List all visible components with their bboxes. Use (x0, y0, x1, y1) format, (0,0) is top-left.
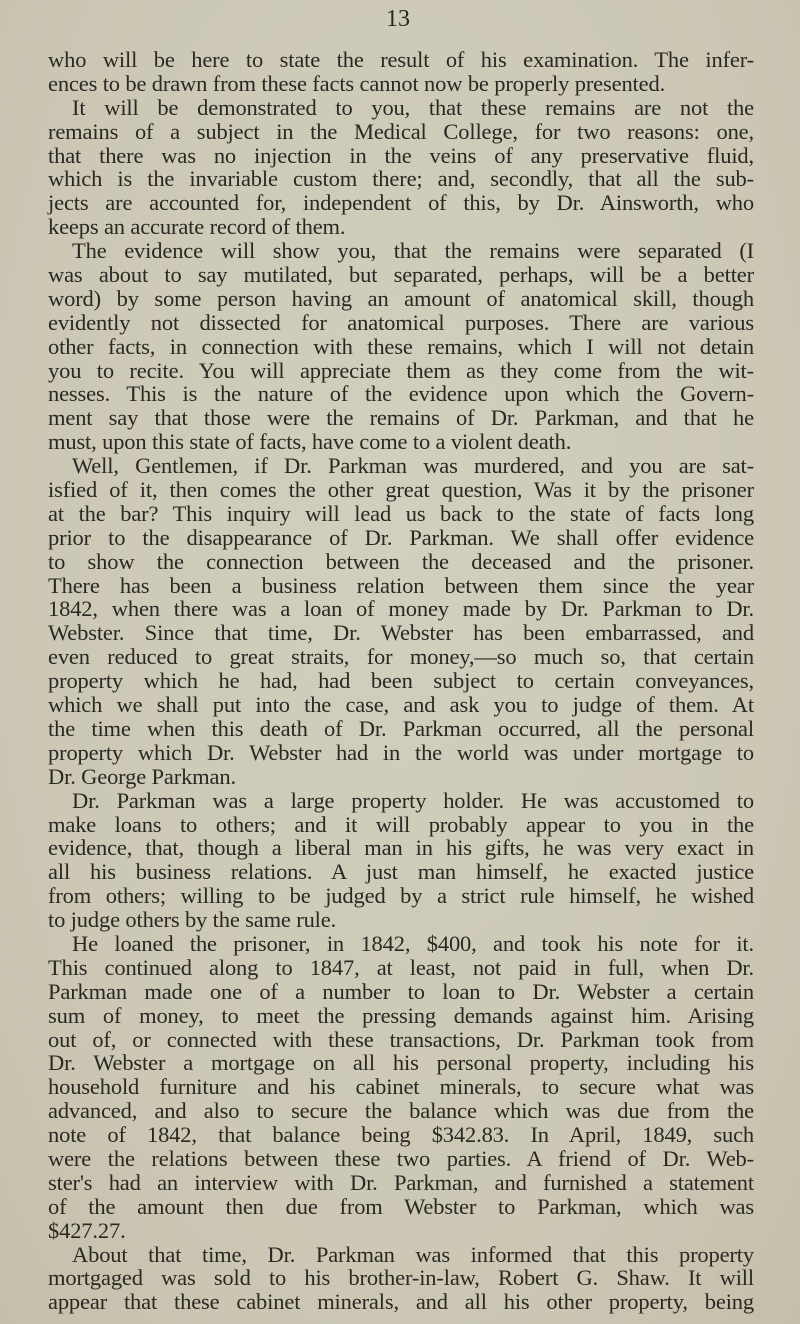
paragraph (48, 932, 754, 1243)
paragraph (48, 96, 754, 239)
text-line: isfied of it, then comes the other great question, Was it by the prisoner (48, 477, 754, 503)
text-line: to show the connection between the deceased and the prisoner. (48, 548, 754, 574)
text-line: out of, or connected with these transactions, Dr. Parkman took from (48, 1026, 754, 1052)
text-line: evidently not dissected for anatomical purposes. There are various (48, 309, 754, 335)
text-line: The evidence will show you, that the remains were separated (I (72, 238, 754, 264)
text-line: This continued along to 1847, at least, not paid in full, when Dr. (48, 954, 754, 980)
text-line: at the bar? This inquiry will lead us back to the state of facts long (48, 500, 754, 526)
paragraph (48, 239, 754, 454)
text-line: note of 1842, that balance being $342.83. In April, 1849, such (48, 1122, 754, 1148)
text-line: $427.27. (48, 1217, 126, 1243)
text-line: Dr. Parkman was a large property holder. He was accustomed to (72, 787, 754, 813)
text-line: About that time, Dr. Parkman was informed that this property (72, 1241, 754, 1267)
text-line: were the relations between these two parties. A friend of Dr. Web- (48, 1145, 754, 1171)
text-line: you to recite. You will appreciate them as they come from the wit- (48, 357, 754, 383)
page-number: 13 (386, 6, 410, 32)
text-line: who will be here to state the result of his examination. The infer- (48, 47, 754, 72)
text-line: was about to say mutilated, but separated, perhaps, will be a better (48, 262, 754, 288)
text-line: keeps an accurate record of them. (48, 214, 346, 240)
text-line: the time when this death of Dr. Parkman occurred, all the personal (48, 715, 754, 741)
text-line: ster's had an interview with Dr. Parkman, and furnished a statement (48, 1169, 754, 1195)
text-line: Dr. George Parkman. (48, 763, 236, 789)
body-text (48, 48, 754, 1314)
text-line: mortgaged was sold to his brother-in-law, Robert G. Shaw. It will (48, 1265, 754, 1291)
text-line: appear that these cabinet minerals, and all his other property, being (48, 1289, 754, 1315)
text-line: jects are accounted for, independent of this, by Dr. Ainsworth, who (48, 190, 754, 216)
text-line: which we shall put into the case, and ask you to judge of them. At (48, 692, 754, 718)
text-line: prior to the disappearance of Dr. Parkman. We shall offer evidence (48, 524, 754, 550)
text-line: 1842, when there was a loan of money made by Dr. Parkman to Dr. (48, 596, 754, 622)
paragraph (48, 454, 754, 788)
text-line: advanced, and also to secure the balance which was due from the (48, 1098, 754, 1124)
text-line: nesses. This is the nature of the evidence upon which the Govern- (48, 381, 754, 407)
text-line: He loaned the prisoner, in 1842, $400, and took his note for it. (72, 930, 754, 956)
text-line: evidence, that, though a liberal man in his gifts, he was very exact in (48, 835, 754, 861)
text-line: even reduced to great straits, for money,—so much so, that certain (48, 644, 754, 670)
paragraph (48, 1243, 754, 1315)
text-line: must, upon this state of facts, have come to a violent death. (48, 429, 572, 455)
text-line: sum of money, to meet the pressing demands against him. Arising (48, 1002, 754, 1028)
text-line: to judge others by the same rule. (48, 907, 337, 933)
paragraph (48, 48, 754, 96)
text-line: ment say that those were the remains of Dr. Parkman, and that he (48, 405, 754, 431)
text-line: which is the invariable custom there; and, secondly, that all the sub- (48, 166, 754, 192)
text-line: ences to be drawn from these facts cannot now be properly presented. (48, 70, 666, 96)
text-line: from others; willing to be judged by a strict rule himself, he wished (48, 883, 754, 909)
text-line: word) by some person having an amount of anatomical skill, though (48, 285, 754, 311)
text-line: It will be demonstrated to you, that these remains are not the (72, 94, 754, 120)
text-line: property which he had, had been subject to certain conveyances, (48, 668, 754, 694)
text-line: remains of a subject in the Medical College, for two reasons: one, (48, 118, 754, 144)
text-line: There has been a business relation between them since the year (48, 572, 754, 598)
text-line: other facts, in connection with these remains, which I will not detain (48, 333, 754, 359)
text-line: Well, Gentlemen, if Dr. Parkman was murdered, and you are sat- (72, 453, 754, 479)
text-line: Webster. Since that time, Dr. Webster has been embarrassed, and (48, 620, 754, 646)
text-line: Parkman made one of a number to loan to Dr. Webster a certain (48, 978, 754, 1004)
text-line: household furniture and his cabinet minerals, to secure what was (48, 1074, 754, 1100)
text-line: of the amount then due from Webster to Parkman, which was (48, 1193, 754, 1219)
text-line: Dr. Webster a mortgage on all his personal property, including his (48, 1050, 754, 1076)
text-line: all his business relations. A just man himself, he exacted justice (48, 859, 754, 885)
text-line: property which Dr. Webster had in the world was under mortgage to (48, 739, 754, 765)
paragraph (48, 789, 754, 932)
text-line: that there was no injection in the veins of any preservative fluid, (48, 142, 754, 168)
text-line: make loans to others; and it will probably appear to you in the (48, 811, 754, 837)
